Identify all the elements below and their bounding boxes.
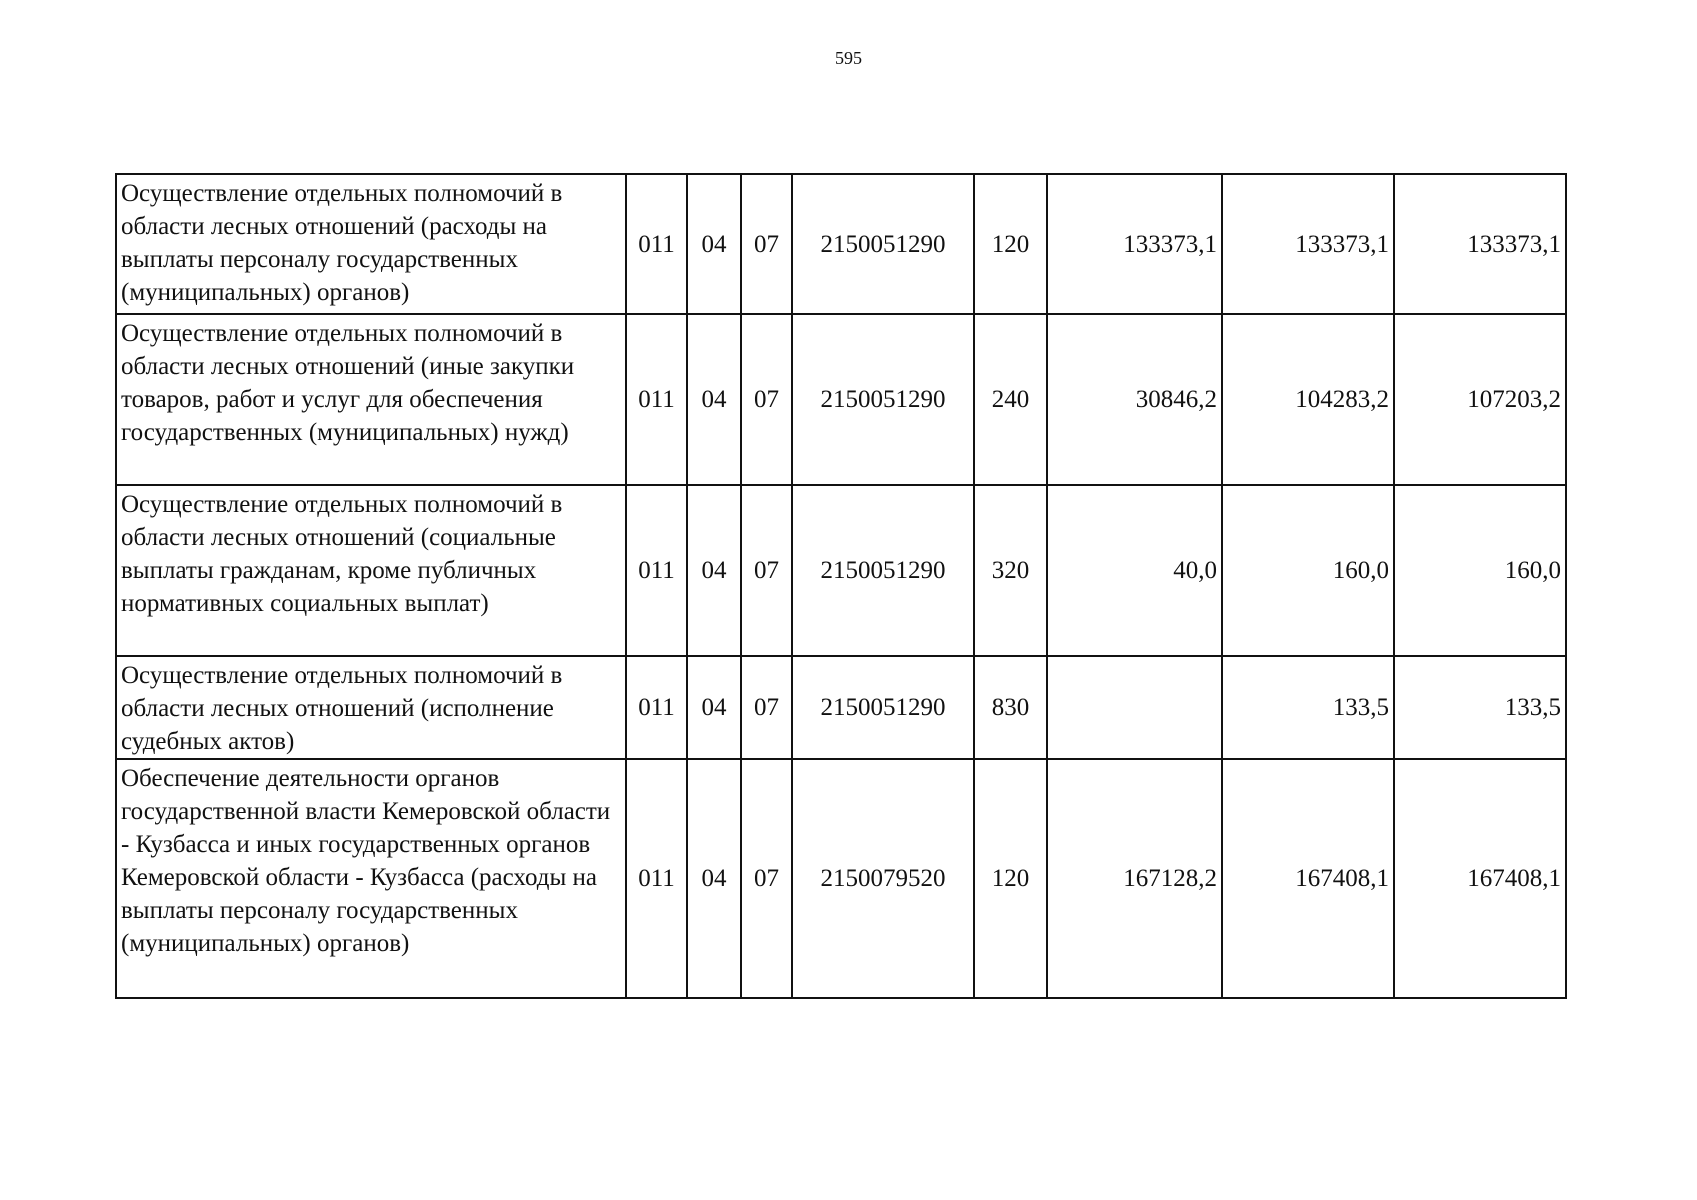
- target-article-cell: 2150051290: [792, 485, 974, 656]
- amount-year-1-cell: 40,0: [1047, 485, 1222, 656]
- ministry-code-cell: 011: [626, 759, 687, 998]
- section-code-cell: 04: [687, 174, 741, 314]
- amount-year-1-cell: 30846,2: [1047, 314, 1222, 485]
- amount-year-2-cell: 133,5: [1222, 656, 1394, 759]
- amount-year-3-cell: 107203,2: [1394, 314, 1566, 485]
- subsection-code-cell: 07: [741, 174, 792, 314]
- target-article-cell: 2150051290: [792, 314, 974, 485]
- budget-table: [115, 173, 1567, 999]
- amount-year-2-cell: 160,0: [1222, 485, 1394, 656]
- expense-name-cell: Осуществление отдельных полномочий в области лесных отношений (исполнение судебных актов): [116, 656, 626, 759]
- amount-year-2-cell: 104283,2: [1222, 314, 1394, 485]
- expense-name-cell: Осуществление отдельных полномочий в области лесных отношений (социальные выплаты гражданам, кроме публичных нормативных социальных выплат): [116, 485, 626, 656]
- amount-year-3-cell: 133373,1: [1394, 174, 1566, 314]
- expense-name-cell: Осуществление отдельных полномочий в области лесных отношений (иные закупки товаров, работ и услуг для обеспечения государственных (муниципальных) нужд): [116, 314, 626, 485]
- section-code-cell: 04: [687, 314, 741, 485]
- expense-type-cell: 240: [974, 314, 1047, 485]
- expense-type-cell: 830: [974, 656, 1047, 759]
- amount-year-1-cell: 167128,2: [1047, 759, 1222, 998]
- section-code-cell: 04: [687, 759, 741, 998]
- amount-year-2-cell: 133373,1: [1222, 174, 1394, 314]
- amount-year-3-cell: 133,5: [1394, 656, 1566, 759]
- subsection-code-cell: 07: [741, 759, 792, 998]
- target-article-cell: 2150051290: [792, 656, 974, 759]
- table-row: [116, 314, 1566, 485]
- subsection-code-cell: 07: [741, 485, 792, 656]
- amount-year-3-cell: 167408,1: [1394, 759, 1566, 998]
- table-row: [116, 656, 1566, 759]
- expense-type-cell: 120: [974, 759, 1047, 998]
- amount-year-1-cell: [1047, 656, 1222, 759]
- amount-year-1-cell: 133373,1: [1047, 174, 1222, 314]
- amount-year-3-cell: 160,0: [1394, 485, 1566, 656]
- ministry-code-cell: 011: [626, 656, 687, 759]
- expense-name-cell: Осуществление отдельных полномочий в области лесных отношений (расходы на выплаты персоналу государственных (муниципальных) органов): [116, 174, 626, 314]
- ministry-code-cell: 011: [626, 314, 687, 485]
- section-code-cell: 04: [687, 656, 741, 759]
- ministry-code-cell: 011: [626, 174, 687, 314]
- amount-year-2-cell: 167408,1: [1222, 759, 1394, 998]
- section-code-cell: 04: [687, 485, 741, 656]
- table-row: [116, 759, 1566, 998]
- target-article-cell: 2150051290: [792, 174, 974, 314]
- subsection-code-cell: 07: [741, 656, 792, 759]
- expense-type-cell: 320: [974, 485, 1047, 656]
- expense-type-cell: 120: [974, 174, 1047, 314]
- table-row: [116, 174, 1566, 314]
- expense-name-cell: Обеспечение деятельности органов государственной власти Кемеровской области - Кузбасса и иных государственных органов Кемеровской области - Кузбасса (расходы на выплаты персоналу государственных (муниципальных) органов): [116, 759, 626, 998]
- subsection-code-cell: 07: [741, 314, 792, 485]
- target-article-cell: 2150079520: [792, 759, 974, 998]
- table-row: [116, 485, 1566, 656]
- page-number: 595: [835, 48, 862, 68]
- ministry-code-cell: 011: [626, 485, 687, 656]
